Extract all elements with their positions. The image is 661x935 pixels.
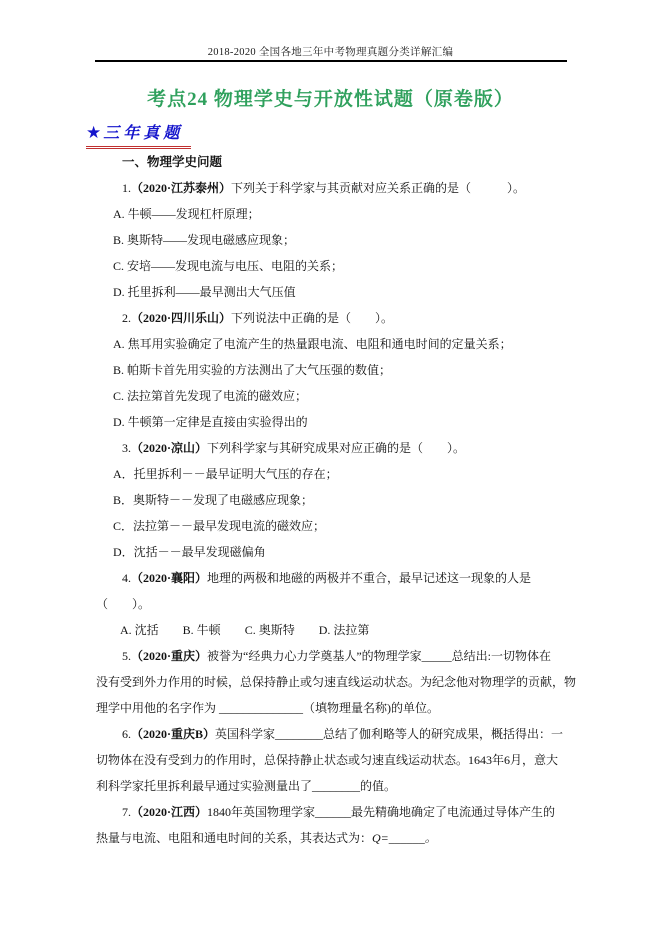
question-source: （2020·凉山） [131, 441, 208, 455]
question-3-option-c: C．法拉第－－最早发现电流的磁效应； [113, 519, 326, 533]
question-5-line-3: 理学中用他的名字作为 ______________（填物理量名称)的单位。 [96, 701, 439, 715]
question-stem-text: 下列关于科学家与其贡献对应关系正确的是（ ）。 [231, 181, 526, 195]
question-2-option-a: A. 焦耳用实验确定了电流产生的热量跟电流、电阻和通电时间的定量关系； [113, 337, 512, 351]
question-4-option-d: D. 法拉第 [318, 623, 370, 637]
question-7-stem [96, 799, 596, 825]
question-stem-text: 下列说法中正确的是（ ）。 [231, 311, 394, 325]
question-2-option-d: D. 牛顿第一定律是直接由实验得出的 [113, 415, 308, 429]
question-number: 2. [122, 311, 131, 325]
question-1-option-c: C. 安培——发现电流与电压、电阻的关系； [113, 259, 344, 273]
question-stem-text: 被誉为“经典力心力学奠基人”的物理学家_____总结出:一切物体在 [207, 649, 552, 663]
question-number: 7. [122, 805, 131, 819]
page-title: 考点24 物理学史与开放性试题（原卷版） [147, 89, 514, 110]
banner-label: 三年真题 [103, 125, 184, 142]
question-3-option-a: A．托里拆利－－最早证明大气压的存在； [113, 467, 338, 481]
question-5-stem [96, 643, 596, 669]
question-stem-text: 英国科学家________总结了伽利略等人的研究成果，概括得出：一 [215, 727, 564, 741]
question-3-option-d: D．沈括－－最早发现磁偏角 [113, 545, 266, 559]
question-source: （2020·江苏泰州） [131, 181, 232, 195]
question-4-options-row [96, 617, 596, 643]
question-1-option-b: B. 奥斯特——发现电磁感应现象； [113, 233, 296, 247]
question-number: 1. [122, 181, 131, 195]
question-1-stem [96, 175, 596, 201]
question-7-line-2-text: 热量与电流、电阻和通电时间的关系，其表达式为： [96, 831, 373, 845]
question-4-stem [96, 565, 596, 591]
header-rule [95, 60, 567, 62]
question-4-option-c: C. 奥斯特 [244, 623, 295, 637]
question-5-line-2: 没有受到外力作用的时候，总保持静止或匀速直线运动状态。为纪念他对物理学的贡献，物 [96, 675, 577, 689]
question-4-option-a: A. 沈括 [120, 623, 159, 637]
section-heading: 一、物理学史问题 [122, 155, 223, 169]
question-stem-text: 下列科学家与其研究成果对应正确的是（ ）。 [207, 441, 466, 455]
question-source: （2020·襄阳） [131, 571, 208, 585]
star-icon: ★ [86, 123, 102, 142]
question-stem-text: 1840年英国物理学家______最先精确地确定了电流通过导体产生的 [207, 805, 556, 819]
question-1-option-d: D. 托里拆利——最早测出大气压值 [113, 285, 296, 299]
question-4-stem-continuation: （ ）。 [96, 597, 151, 611]
question-6-line-2: 切物体在没有受到力的作用时，总保持静止状态或匀速直线运动状态。1643年6月，意大 [96, 753, 559, 767]
question-2-option-c: C. 法拉第首先发现了电流的磁效应； [113, 389, 308, 403]
question-6-line-3: 利科学家托里拆利最早通过实验测量出了________的值。 [96, 779, 397, 793]
question-3-option-b: B．奥斯特－－发现了电磁感应现象； [113, 493, 314, 507]
question-source: （2020·重庆B） [131, 727, 216, 741]
three-year-banner [86, 120, 191, 149]
question-3-stem [96, 435, 596, 461]
question-1-option-a: A. 牛顿——发现杠杆原理； [113, 207, 260, 221]
question-number: 5. [122, 649, 131, 663]
question-stem-text: 地理的两极和地磁的两极并不重合，最早记述这一现象的人是 [207, 571, 532, 585]
question-7-formula: Q=______。 [372, 831, 437, 845]
question-4-option-b: B. 牛顿 [182, 623, 221, 637]
question-2-stem [96, 305, 596, 331]
question-source: （2020·江西） [131, 805, 208, 819]
question-number: 3. [122, 441, 131, 455]
question-number: 4. [122, 571, 131, 585]
question-6-stem [96, 721, 596, 747]
question-source: （2020·四川乐山） [131, 311, 232, 325]
question-source: （2020·重庆） [131, 649, 208, 663]
document-body [96, 149, 596, 851]
question-2-option-b: B. 帕斯卡首先用实验的方法测出了大气压强的数值； [113, 363, 392, 377]
question-number: 6. [122, 727, 131, 741]
question-7-line-2 [96, 825, 596, 851]
page-header: 2018-2020 全国各地三年中考物理真题分类详解汇编 [207, 47, 454, 58]
